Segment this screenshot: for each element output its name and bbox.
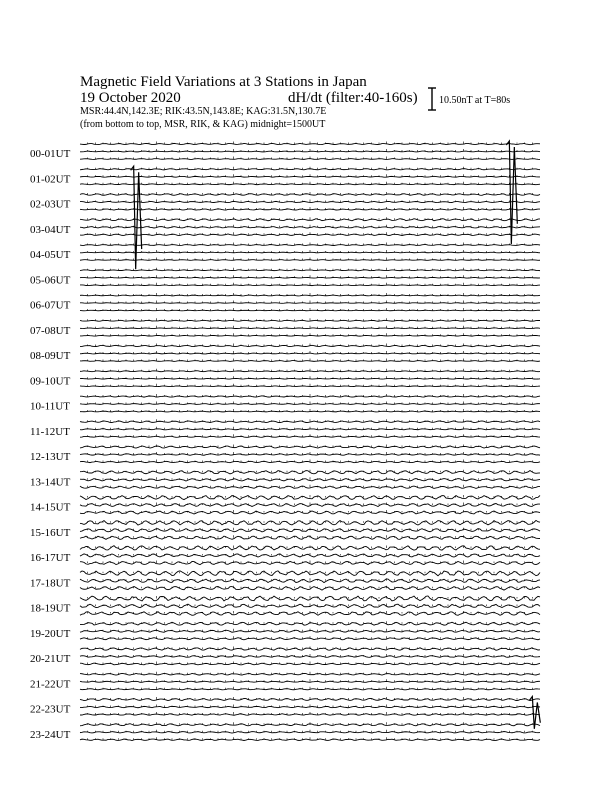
hour-label: 22-23UT <box>30 703 71 716</box>
hour-label: 08-09UT <box>30 350 71 362</box>
hour-label: 14-15UT <box>30 501 71 514</box>
hour-label: 03-04UT <box>30 223 71 236</box>
hour-label: 15-16UT <box>30 526 71 539</box>
trace-spike <box>529 697 540 729</box>
hour-label: 13-14UT <box>30 476 71 489</box>
chart-date: 19 October 2020 <box>80 90 181 106</box>
hour-label: 12-13UT <box>30 451 71 463</box>
hour-label: 07-08UT <box>30 324 71 337</box>
hour-label: 09-10UT <box>30 375 71 388</box>
hour-label: 16-17UT <box>30 552 71 564</box>
hour-label: 00-01UT <box>30 148 71 160</box>
hour-label: 10-11UT <box>30 400 70 413</box>
chart-title: Magnetic Field Variations at 3 Stations in Japan <box>80 74 367 90</box>
hour-label: 21-22UT <box>30 678 71 691</box>
hour-label: 19-20UT <box>30 627 71 640</box>
trace-area <box>30 141 540 741</box>
hour-label: 05-06UT <box>30 274 71 287</box>
chart-header <box>80 74 510 130</box>
hour-label: 20-21UT <box>30 653 71 665</box>
trace-spike <box>506 141 517 244</box>
station-coordinates: MSR:44.4N,142.3E; RIK:43.5N,143.8E; KAG:31.5N,130.7E <box>80 106 327 117</box>
station-order-note: (from bottom to top, MSR, RIK, & KAG) midnight=1500UT <box>80 119 326 130</box>
trace-spike <box>131 166 142 269</box>
hour-label: 04-05UT <box>30 249 71 261</box>
scale-label: 10.50nT at T=80s <box>439 95 511 106</box>
hour-label: 18-19UT <box>30 602 71 615</box>
hour-label: 17-18UT <box>30 577 71 590</box>
hour-label: 06-07UT <box>30 299 71 312</box>
hour-label: 11-12UT <box>30 425 70 438</box>
chart-quantity: dH/dt (filter:40-160s) <box>288 90 418 106</box>
hour-label: 23-24UT <box>30 728 71 741</box>
hour-label: 02-03UT <box>30 198 71 211</box>
hour-label: 01-02UT <box>30 173 71 186</box>
